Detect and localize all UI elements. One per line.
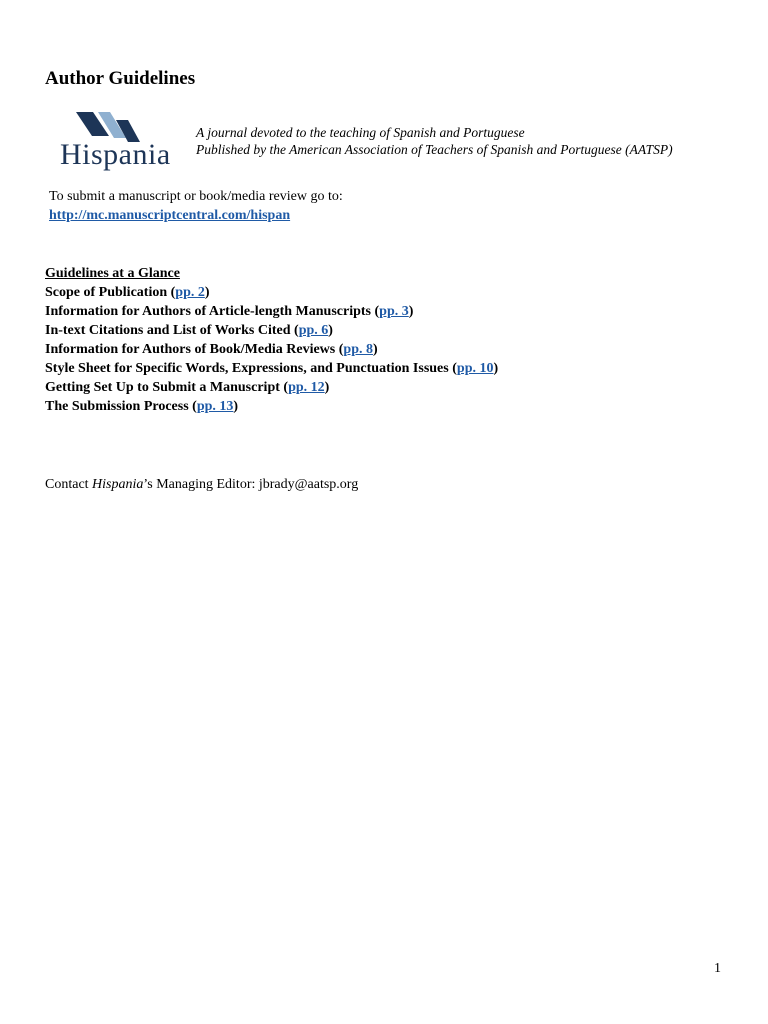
submission-info	[49, 187, 343, 225]
toc-item-setup: Getting Set Up to Submit a Manuscript (pp. 12)	[45, 380, 330, 395]
toc-item-label: Style Sheet for Specific Words, Expressions, and Punctuation Issues	[45, 361, 449, 376]
toc-item-label: The Submission Process	[45, 399, 189, 414]
journal-tagline	[196, 124, 673, 158]
toc-page-link[interactable]: pp. 10	[456, 361, 494, 376]
hispania-logo-wordmark: Hispania	[60, 138, 171, 171]
toc-item-style-sheet: Style Sheet for Specific Words, Expressions, and Punctuation Issues (pp. 10)	[45, 361, 499, 376]
toc-page-link[interactable]: pp. 6	[298, 323, 329, 338]
tagline-line-1: A journal devoted to the teaching of Spanish and Portuguese	[196, 125, 525, 140]
guidelines-toc	[45, 264, 498, 416]
contact-line	[45, 475, 358, 494]
contact-journal-name: Hispania	[92, 477, 144, 492]
toc-item-label: Information for Authors of Book/Media Reviews	[45, 342, 336, 357]
toc-heading: Guidelines at a Glance	[45, 266, 180, 281]
toc-item-article-manuscripts: Information for Authors of Article-length Manuscripts (pp. 3)	[45, 304, 414, 319]
toc-item-label: Getting Set Up to Submit a Manuscript	[45, 380, 280, 395]
toc-item-label: Scope of Publication	[45, 285, 168, 300]
submission-text: To submit a manuscript or book/media review go to:	[49, 189, 343, 204]
toc-item-label: In-text Citations and List of Works Cited	[45, 323, 291, 338]
toc-page-link[interactable]: pp. 2	[175, 285, 205, 300]
contact-prefix: Contact	[45, 477, 93, 492]
hispania-logo	[60, 110, 178, 174]
toc-page-link[interactable]: pp. 3	[379, 304, 409, 319]
toc-item-scope: Scope of Publication (pp. 2)	[45, 285, 210, 300]
submission-link[interactable]: http://mc.manuscriptcentral.com/hispan	[49, 208, 291, 223]
toc-page-link[interactable]: pp. 13	[196, 399, 234, 414]
toc-item-citations: In-text Citations and List of Works Cited (pp. 6)	[45, 323, 333, 338]
toc-item-reviews: Information for Authors of Book/Media Reviews (pp. 8)	[45, 342, 378, 357]
toc-page-link[interactable]: pp. 8	[343, 342, 373, 357]
tagline-line-2: Published by the American Association of Teachers of Spanish and Portuguese (AATSP)	[196, 142, 673, 157]
page-number: 1	[714, 961, 721, 976]
contact-suffix: ’s Managing Editor: jbrady@aatsp.org	[143, 477, 359, 492]
toc-page-link[interactable]: pp. 12	[288, 380, 325, 395]
toc-item-submission-process: The Submission Process (pp. 13)	[45, 399, 239, 414]
page-title: Author Guidelines	[45, 68, 196, 89]
toc-item-label: Information for Authors of Article-length Manuscripts	[45, 304, 371, 319]
